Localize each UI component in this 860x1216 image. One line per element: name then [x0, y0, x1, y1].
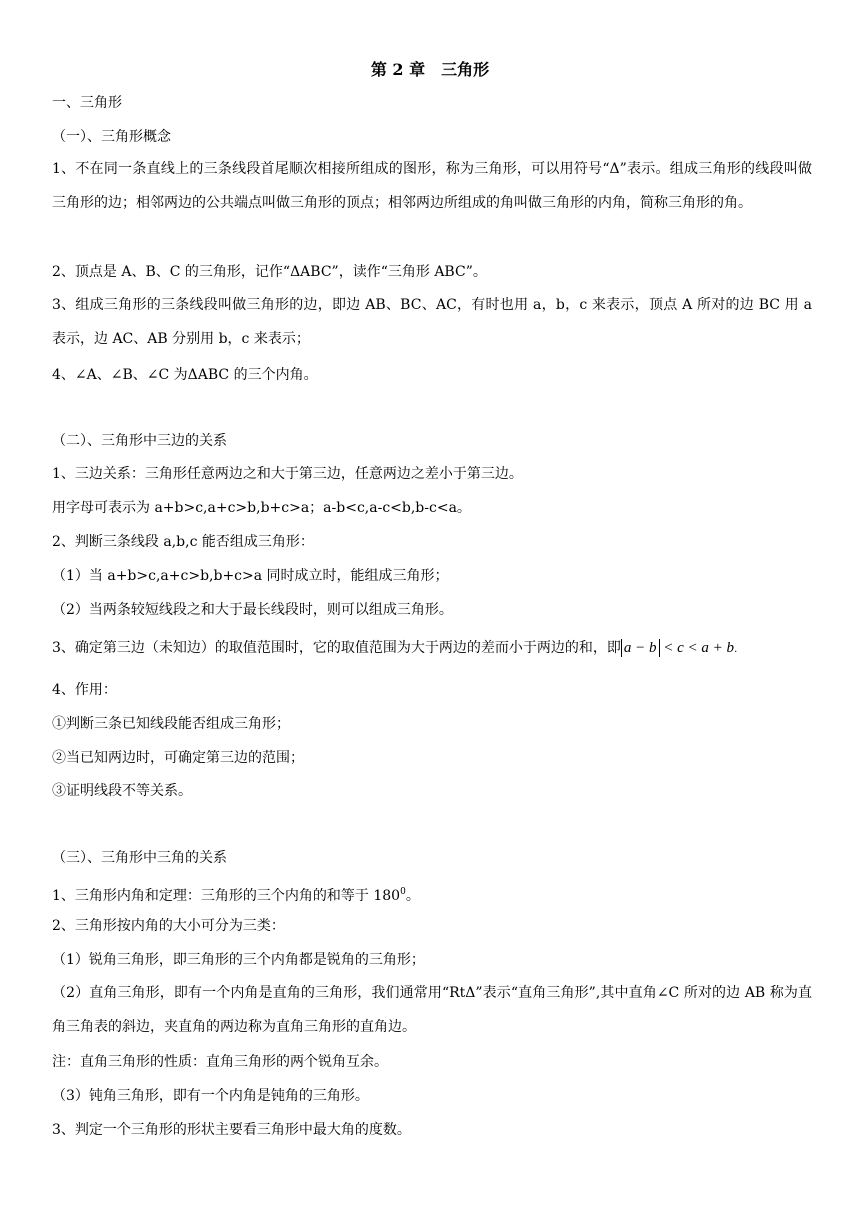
paragraph-interior-angles: 4、∠A、∠B、∠C 为ΔABC 的三个内角。: [52, 367, 318, 383]
range-formula: [621, 640, 734, 656]
paragraph-angle-sum-theorem: [52, 882, 420, 906]
list-item: （1）当 a+b>c,a+c>b,b+c>a 同时成立时，能组成三角形；: [52, 568, 449, 584]
paragraph-shape-judgement: 3、判定一个三角形的形状主要看三角形中最大角的度数。: [52, 1122, 411, 1138]
section-heading: 一、三角形: [52, 95, 122, 111]
paragraph-sides-notation: 3、组成三角形的三条线段叫做三角形的边，即边 AB、BC、AC，有时也用 a，b，c 来表示，顶点 A 所对的边 BC 用 a 表示，边 AC、AB 分别用 b，c 来表示；: [52, 297, 812, 347]
subsection-heading: （一）、三角形概念: [52, 129, 171, 145]
paragraph-note: 注：直角三角形的性质：直角三角形的两个锐角互余。: [52, 1054, 388, 1070]
list-item: （2）当两条较短线段之和大于最长线段时，则可以组成三角形。: [52, 602, 453, 618]
degree-superscript: 0: [400, 887, 406, 897]
formula-rest: < c < a + b: [659, 640, 735, 656]
list-item: （1）锐角三角形，即三角形的三个内角都是锐角的三角形；: [52, 952, 425, 968]
paragraph-third-side-range: [52, 638, 737, 660]
paragraph-vertex-notation: 2、顶点是 A、B、C 的三角形，记作“ΔABC”，读作“三角形 ABC”。: [52, 264, 487, 280]
paragraph-judge-segments: 2、判断三条线段 a,b,c 能否组成三角形：: [52, 534, 314, 550]
chapter-title: 第 2 章 三角形: [370, 60, 490, 79]
paragraph-letter-inequalities: 用字母可表示为 a+b>c,a+c>b,b+c>a；a-b<c,a-c<b,b-c<a。: [52, 500, 471, 516]
third-side-text: 3、确定第三边（未知边）的取值范围时，它的取值范围为大于两边的差而小于两边的和，即: [52, 640, 621, 656]
paragraph-classification: 2、三角形按内角的大小可分为三类：: [52, 918, 285, 934]
list-item: （2）直角三角形，即有一个内角是直角的三角形，我们通常用“RtΔ”表示“直角三角形”,其中直角∠C 所对的边 AB 称为直角三角表的斜边，夹直角的两边称为直角三角形的直角边。: [52, 985, 812, 1035]
paragraph-triangle-definition: 1、不在同一条直线上的三条线段首尾顺次相接所组成的图形，称为三角形，可以用符号“Δ”表示。组成三角形的线段叫做三角形的边；相邻两边的公共端点叫做三角形的顶点；相邻两边所组成的角叫做三角形的内角，简称三角形的角。: [52, 161, 812, 211]
paragraph-uses-heading: 4、作用：: [52, 682, 117, 698]
angle-sum-text: 1、三角形内角和定理：三角形的三个内角的和等于 180: [52, 888, 401, 904]
list-item: （3）钝角三角形，即有一个内角是钝角的三角形。: [52, 1088, 369, 1104]
list-item: ①判断三条已知线段能否组成三角形；: [52, 716, 290, 732]
subsection-heading: （二）、三角形中三边的关系: [52, 433, 227, 449]
list-item: ③证明线段不等关系。: [52, 783, 192, 799]
formula-end: .: [734, 644, 738, 655]
list-item: ②当已知两边时，可确定第三边的范围；: [52, 750, 304, 766]
angle-sum-end: 。: [405, 888, 420, 904]
subsection-heading: （三）、三角形中三角的关系: [52, 850, 227, 866]
absolute-value: a − b: [621, 639, 660, 657]
paragraph-side-relation: 1、三边关系：三角形任意两边之和大于第三边，任意两边之差小于第三边。: [52, 466, 523, 482]
